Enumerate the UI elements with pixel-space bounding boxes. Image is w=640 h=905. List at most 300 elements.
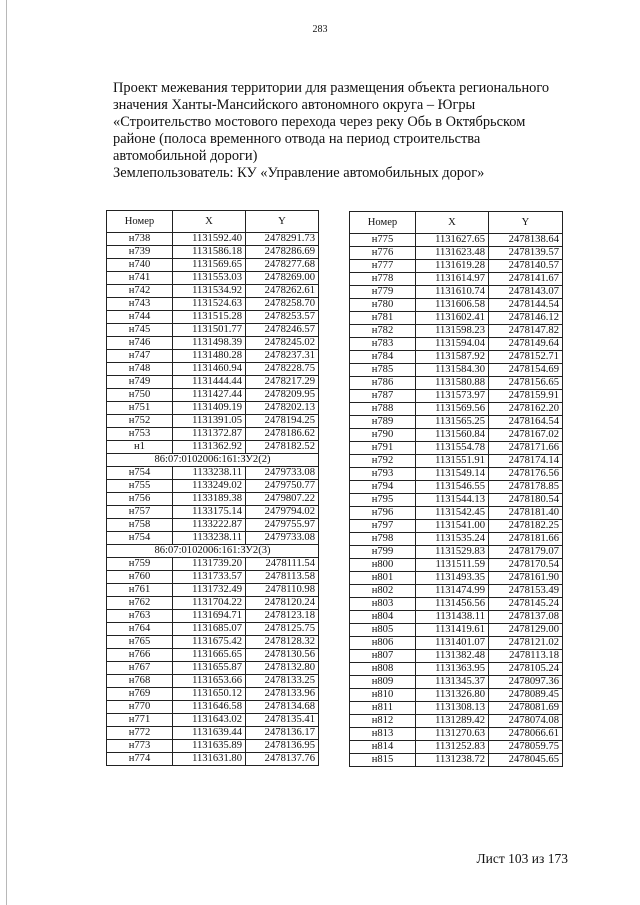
y-coordinate-cell: 2478202.13 xyxy=(246,402,319,415)
point-number-cell: н779 xyxy=(350,286,416,299)
table-row xyxy=(107,389,319,402)
point-number-cell: н756 xyxy=(107,493,173,506)
x-coordinate-cell: 1131534.92 xyxy=(173,285,246,298)
y-coordinate-cell: 2478152.71 xyxy=(489,351,563,364)
y-coordinate-cell: 2478181.40 xyxy=(489,507,563,520)
x-coordinate-cell: 1131623.48 xyxy=(416,247,489,260)
y-coordinate-cell: 2478161.90 xyxy=(489,572,563,585)
point-number-cell: н798 xyxy=(350,533,416,546)
point-number-cell: н811 xyxy=(350,702,416,715)
heading-line: «Строительство мостового перехода через реку Обь в Октябрьском xyxy=(113,114,526,130)
table-row xyxy=(107,532,319,545)
table-row xyxy=(350,494,563,507)
table-row xyxy=(107,623,319,636)
table-row xyxy=(350,650,563,663)
y-coordinate-cell: 2478105.24 xyxy=(489,663,563,676)
x-coordinate-cell: 1131653.66 xyxy=(173,675,246,688)
sheet-counter: Лист 103 из 173 xyxy=(476,851,568,866)
table-row xyxy=(107,246,319,259)
x-coordinate-cell: 1131511.59 xyxy=(416,559,489,572)
x-coordinate-cell: 1131560.84 xyxy=(416,429,489,442)
point-number-cell: н771 xyxy=(107,714,173,727)
cadastral-section-label: 86:07:0102006:161:ЗУ2(2) xyxy=(107,454,319,467)
y-coordinate-cell: 2478291.73 xyxy=(246,233,319,246)
table-row xyxy=(107,727,319,740)
y-coordinate-cell: 2478138.64 xyxy=(489,234,563,247)
table-row xyxy=(350,585,563,598)
x-coordinate-cell: 1131694.71 xyxy=(173,610,246,623)
y-coordinate-cell: 2478097.36 xyxy=(489,676,563,689)
column-header-x: X xyxy=(173,211,246,233)
column-header-x: X xyxy=(416,212,489,234)
table-row xyxy=(350,403,563,416)
table-row xyxy=(107,363,319,376)
table-row xyxy=(107,701,319,714)
x-coordinate-cell: 1131438.11 xyxy=(416,611,489,624)
point-number-cell: н748 xyxy=(107,363,173,376)
point-number-cell: н767 xyxy=(107,662,173,675)
point-number-cell: н801 xyxy=(350,572,416,585)
y-coordinate-cell: 2478134.68 xyxy=(246,701,319,714)
column-header-y: Y xyxy=(246,211,319,233)
point-number-cell: н740 xyxy=(107,259,173,272)
table-row xyxy=(107,376,319,389)
point-number-cell: н796 xyxy=(350,507,416,520)
y-coordinate-cell: 2478121.02 xyxy=(489,637,563,650)
table-row xyxy=(107,441,319,454)
point-number-cell: н777 xyxy=(350,260,416,273)
x-coordinate-cell: 1131675.42 xyxy=(173,636,246,649)
table-row xyxy=(107,467,319,480)
x-coordinate-cell: 1131619.28 xyxy=(416,260,489,273)
y-coordinate-cell: 2478111.54 xyxy=(246,558,319,571)
cadastral-section-label: 86:07:0102006:161:ЗУ2(3) xyxy=(107,545,319,558)
point-number-cell: н775 xyxy=(350,234,416,247)
point-number-cell: н776 xyxy=(350,247,416,260)
table-row xyxy=(350,260,563,273)
x-coordinate-cell: 1133238.11 xyxy=(173,467,246,480)
x-coordinate-cell: 1131549.14 xyxy=(416,468,489,481)
heading-line: Проект межевания территории для размещения объекта регионального xyxy=(113,80,550,96)
point-number-cell: н795 xyxy=(350,494,416,507)
x-coordinate-cell: 1131551.91 xyxy=(416,455,489,468)
y-coordinate-cell: 2478277.68 xyxy=(246,259,319,272)
y-coordinate-cell: 2478113.58 xyxy=(246,571,319,584)
point-number-cell: н768 xyxy=(107,675,173,688)
table-row xyxy=(350,637,563,650)
y-coordinate-cell: 2478228.75 xyxy=(246,363,319,376)
y-coordinate-cell: 2479794.02 xyxy=(246,506,319,519)
table-row xyxy=(107,571,319,584)
y-coordinate-cell: 2478269.00 xyxy=(246,272,319,285)
point-number-cell: н772 xyxy=(107,727,173,740)
point-number-cell: н753 xyxy=(107,428,173,441)
y-coordinate-cell: 2478154.69 xyxy=(489,364,563,377)
y-coordinate-cell: 2478120.24 xyxy=(246,597,319,610)
table-row xyxy=(350,390,563,403)
x-coordinate-cell: 1131598.23 xyxy=(416,325,489,338)
table-row xyxy=(350,442,563,455)
x-coordinate-cell: 1131460.94 xyxy=(173,363,246,376)
x-coordinate-cell: 1133222.87 xyxy=(173,519,246,532)
x-coordinate-cell: 1131704.22 xyxy=(173,597,246,610)
point-number-cell: н761 xyxy=(107,584,173,597)
table-row xyxy=(107,285,319,298)
document-heading xyxy=(113,80,583,182)
coordinates-table-right xyxy=(349,211,563,767)
table-row xyxy=(350,286,563,299)
point-number-cell: н802 xyxy=(350,585,416,598)
x-coordinate-cell: 1131606.58 xyxy=(416,299,489,312)
x-coordinate-cell: 1131289.42 xyxy=(416,715,489,728)
table-row xyxy=(107,350,319,363)
y-coordinate-cell: 2479733.08 xyxy=(246,532,319,545)
table-row xyxy=(350,663,563,676)
table-row xyxy=(107,298,319,311)
table-row xyxy=(350,247,563,260)
point-number-cell: н766 xyxy=(107,649,173,662)
point-number-cell: н746 xyxy=(107,337,173,350)
x-coordinate-cell: 1131580.88 xyxy=(416,377,489,390)
x-coordinate-cell: 1131665.65 xyxy=(173,649,246,662)
y-coordinate-cell: 2478133.96 xyxy=(246,688,319,701)
table-row xyxy=(107,519,319,532)
y-coordinate-cell: 2478217.29 xyxy=(246,376,319,389)
x-coordinate-cell: 1131419.61 xyxy=(416,624,489,637)
x-coordinate-cell: 1131542.45 xyxy=(416,507,489,520)
y-coordinate-cell: 2478110.98 xyxy=(246,584,319,597)
table-row xyxy=(107,675,319,688)
x-coordinate-cell: 1131391.05 xyxy=(173,415,246,428)
table-row xyxy=(350,351,563,364)
table-row xyxy=(350,299,563,312)
heading-line: районе (полоса временного отвода на период строительства xyxy=(113,131,481,147)
x-coordinate-cell: 1131238.72 xyxy=(416,754,489,767)
y-coordinate-cell: 2478182.52 xyxy=(246,441,319,454)
x-coordinate-cell: 1131569.56 xyxy=(416,403,489,416)
point-number-cell: н794 xyxy=(350,481,416,494)
column-header-number: Номер xyxy=(107,211,173,233)
point-number-cell: н803 xyxy=(350,598,416,611)
point-number-cell: н787 xyxy=(350,390,416,403)
x-coordinate-cell: 1131586.18 xyxy=(173,246,246,259)
table-row xyxy=(350,533,563,546)
point-number-cell: н799 xyxy=(350,546,416,559)
y-coordinate-cell: 2478174.14 xyxy=(489,455,563,468)
x-coordinate-cell: 1131524.63 xyxy=(173,298,246,311)
y-coordinate-cell: 2478129.00 xyxy=(489,624,563,637)
point-number-cell: н808 xyxy=(350,663,416,676)
y-coordinate-cell: 2478125.75 xyxy=(246,623,319,636)
y-coordinate-cell: 2478146.12 xyxy=(489,312,563,325)
point-number-cell: н813 xyxy=(350,728,416,741)
point-number-cell: н780 xyxy=(350,299,416,312)
x-coordinate-cell: 1131546.55 xyxy=(416,481,489,494)
table-row xyxy=(350,338,563,351)
table-header-row xyxy=(350,212,563,234)
table-row xyxy=(350,481,563,494)
table-row xyxy=(350,234,563,247)
x-coordinate-cell: 1131372.87 xyxy=(173,428,246,441)
y-coordinate-cell: 2478123.18 xyxy=(246,610,319,623)
table-row xyxy=(107,740,319,753)
y-coordinate-cell: 2478145.24 xyxy=(489,598,563,611)
y-coordinate-cell: 2478132.80 xyxy=(246,662,319,675)
table-row xyxy=(350,455,563,468)
table-row xyxy=(350,520,563,533)
y-coordinate-cell: 2478147.82 xyxy=(489,325,563,338)
y-coordinate-cell: 2478171.66 xyxy=(489,442,563,455)
table-row xyxy=(107,402,319,415)
table-row xyxy=(350,689,563,702)
x-coordinate-cell: 1131401.07 xyxy=(416,637,489,650)
y-coordinate-cell: 2478153.49 xyxy=(489,585,563,598)
table-row xyxy=(107,610,319,623)
table-row xyxy=(107,311,319,324)
table-row xyxy=(107,480,319,493)
table-row xyxy=(350,273,563,286)
y-coordinate-cell: 2478162.20 xyxy=(489,403,563,416)
y-coordinate-cell: 2479807.22 xyxy=(246,493,319,506)
x-coordinate-cell: 1131592.40 xyxy=(173,233,246,246)
table-row xyxy=(107,428,319,441)
point-number-cell: н738 xyxy=(107,233,173,246)
x-coordinate-cell: 1131345.37 xyxy=(416,676,489,689)
point-number-cell: н812 xyxy=(350,715,416,728)
x-coordinate-cell: 1131635.89 xyxy=(173,740,246,753)
point-number-cell: н805 xyxy=(350,624,416,637)
y-coordinate-cell: 2478144.54 xyxy=(489,299,563,312)
table-row xyxy=(350,728,563,741)
point-number-cell: н754 xyxy=(107,467,173,480)
y-coordinate-cell: 2478182.25 xyxy=(489,520,563,533)
x-coordinate-cell: 1131444.44 xyxy=(173,376,246,389)
table-row xyxy=(107,259,319,272)
y-coordinate-cell: 2478245.02 xyxy=(246,337,319,350)
x-coordinate-cell: 1131498.39 xyxy=(173,337,246,350)
table-row xyxy=(350,702,563,715)
x-coordinate-cell: 1131382.48 xyxy=(416,650,489,663)
x-coordinate-cell: 1131655.87 xyxy=(173,662,246,675)
point-number-cell: н797 xyxy=(350,520,416,533)
y-coordinate-cell: 2478130.56 xyxy=(246,649,319,662)
point-number-cell: н800 xyxy=(350,559,416,572)
y-coordinate-cell: 2478178.85 xyxy=(489,481,563,494)
table-row xyxy=(107,662,319,675)
table-row xyxy=(350,416,563,429)
x-coordinate-cell: 1131573.97 xyxy=(416,390,489,403)
point-number-cell: н750 xyxy=(107,389,173,402)
table-row xyxy=(107,558,319,571)
point-number-cell: н792 xyxy=(350,455,416,468)
x-coordinate-cell: 1131326.80 xyxy=(416,689,489,702)
point-number-cell: н760 xyxy=(107,571,173,584)
x-coordinate-cell: 1131308.13 xyxy=(416,702,489,715)
x-coordinate-cell: 1131363.95 xyxy=(416,663,489,676)
table-row xyxy=(107,415,319,428)
x-coordinate-cell: 1131739.20 xyxy=(173,558,246,571)
point-number-cell: н782 xyxy=(350,325,416,338)
column-header-number: Номер xyxy=(350,212,416,234)
point-number-cell: н757 xyxy=(107,506,173,519)
x-coordinate-cell: 1131614.97 xyxy=(416,273,489,286)
y-coordinate-cell: 2478133.25 xyxy=(246,675,319,688)
x-coordinate-cell: 1131650.12 xyxy=(173,688,246,701)
y-coordinate-cell: 2478167.02 xyxy=(489,429,563,442)
y-coordinate-cell: 2478135.41 xyxy=(246,714,319,727)
y-coordinate-cell: 2479750.77 xyxy=(246,480,319,493)
point-number-cell: н769 xyxy=(107,688,173,701)
point-number-cell: н783 xyxy=(350,338,416,351)
point-number-cell: н752 xyxy=(107,415,173,428)
x-coordinate-cell: 1131501.77 xyxy=(173,324,246,337)
point-number-cell: н755 xyxy=(107,480,173,493)
x-coordinate-cell: 1131631.80 xyxy=(173,753,246,766)
x-coordinate-cell: 1131610.74 xyxy=(416,286,489,299)
y-coordinate-cell: 2478286.69 xyxy=(246,246,319,259)
x-coordinate-cell: 1131732.49 xyxy=(173,584,246,597)
y-coordinate-cell: 2478059.75 xyxy=(489,741,563,754)
table-row xyxy=(350,377,563,390)
x-coordinate-cell: 1131493.35 xyxy=(416,572,489,585)
point-number-cell: н791 xyxy=(350,442,416,455)
x-coordinate-cell: 1131474.99 xyxy=(416,585,489,598)
page-number: 283 xyxy=(312,24,328,35)
point-number-cell: н785 xyxy=(350,364,416,377)
table-row xyxy=(350,325,563,338)
y-coordinate-cell: 2478089.45 xyxy=(489,689,563,702)
y-coordinate-cell: 2478258.70 xyxy=(246,298,319,311)
column-header-y: Y xyxy=(489,212,563,234)
table-row xyxy=(107,233,319,246)
y-coordinate-cell: 2478180.54 xyxy=(489,494,563,507)
point-number-cell: н741 xyxy=(107,272,173,285)
table-row xyxy=(350,312,563,325)
y-coordinate-cell: 2478262.61 xyxy=(246,285,319,298)
x-coordinate-cell: 1131529.83 xyxy=(416,546,489,559)
point-number-cell: н788 xyxy=(350,403,416,416)
heading-line: автомобильной дороги) xyxy=(113,148,258,164)
table-row xyxy=(350,598,563,611)
x-coordinate-cell: 1131427.44 xyxy=(173,389,246,402)
x-coordinate-cell: 1131646.58 xyxy=(173,701,246,714)
point-number-cell: н806 xyxy=(350,637,416,650)
point-number-cell: н1 xyxy=(107,441,173,454)
table-row xyxy=(107,688,319,701)
point-number-cell: н758 xyxy=(107,519,173,532)
table-row xyxy=(107,649,319,662)
coordinates-table-left xyxy=(106,210,319,766)
y-coordinate-cell: 2478149.64 xyxy=(489,338,563,351)
y-coordinate-cell: 2478156.65 xyxy=(489,377,563,390)
point-number-cell: н815 xyxy=(350,754,416,767)
x-coordinate-cell: 1131541.00 xyxy=(416,520,489,533)
point-number-cell: н744 xyxy=(107,311,173,324)
x-coordinate-cell: 1131587.92 xyxy=(416,351,489,364)
y-coordinate-cell: 2478136.95 xyxy=(246,740,319,753)
table-row xyxy=(350,572,563,585)
x-coordinate-cell: 1131409.19 xyxy=(173,402,246,415)
point-number-cell: н764 xyxy=(107,623,173,636)
x-coordinate-cell: 1131553.03 xyxy=(173,272,246,285)
table-row xyxy=(107,753,319,766)
x-coordinate-cell: 1131602.41 xyxy=(416,312,489,325)
heading-line-land-user: Землепользователь: КУ «Управление автомобильных дорог» xyxy=(113,165,485,181)
x-coordinate-cell: 1131594.04 xyxy=(416,338,489,351)
y-coordinate-cell: 2478066.61 xyxy=(489,728,563,741)
point-number-cell: н751 xyxy=(107,402,173,415)
x-coordinate-cell: 1131456.56 xyxy=(416,598,489,611)
point-number-cell: н765 xyxy=(107,636,173,649)
table-row xyxy=(107,714,319,727)
point-number-cell: н742 xyxy=(107,285,173,298)
x-coordinate-cell: 1131362.92 xyxy=(173,441,246,454)
point-number-cell: н804 xyxy=(350,611,416,624)
point-number-cell: н747 xyxy=(107,350,173,363)
point-number-cell: н773 xyxy=(107,740,173,753)
point-number-cell: н749 xyxy=(107,376,173,389)
point-number-cell: н814 xyxy=(350,741,416,754)
scan-edge-line xyxy=(6,0,7,905)
table-row xyxy=(350,468,563,481)
point-number-cell: н754 xyxy=(107,532,173,545)
y-coordinate-cell: 2478074.08 xyxy=(489,715,563,728)
y-coordinate-cell: 2478186.62 xyxy=(246,428,319,441)
y-coordinate-cell: 2478179.07 xyxy=(489,546,563,559)
table-row xyxy=(350,559,563,572)
point-number-cell: н774 xyxy=(107,753,173,766)
y-coordinate-cell: 2479755.97 xyxy=(246,519,319,532)
y-coordinate-cell: 2478137.76 xyxy=(246,753,319,766)
x-coordinate-cell: 1131627.65 xyxy=(416,234,489,247)
x-coordinate-cell: 1131480.28 xyxy=(173,350,246,363)
point-number-cell: н809 xyxy=(350,676,416,689)
table-row xyxy=(350,676,563,689)
point-number-cell: н770 xyxy=(107,701,173,714)
heading-line: значения Ханты-Мансийского автономного округа – Югры xyxy=(113,97,476,113)
y-coordinate-cell: 2478137.08 xyxy=(489,611,563,624)
point-number-cell: н743 xyxy=(107,298,173,311)
table-row xyxy=(350,507,563,520)
table-row xyxy=(350,754,563,767)
x-coordinate-cell: 1131584.30 xyxy=(416,364,489,377)
y-coordinate-cell: 2478181.66 xyxy=(489,533,563,546)
y-coordinate-cell: 2478113.18 xyxy=(489,650,563,663)
y-coordinate-cell: 2478170.54 xyxy=(489,559,563,572)
table-row xyxy=(107,506,319,519)
table-row xyxy=(350,715,563,728)
table-row xyxy=(350,546,563,559)
x-coordinate-cell: 1131565.25 xyxy=(416,416,489,429)
x-coordinate-cell: 1133189.38 xyxy=(173,493,246,506)
y-coordinate-cell: 2478128.32 xyxy=(246,636,319,649)
section-row xyxy=(107,454,319,467)
y-coordinate-cell: 2478164.54 xyxy=(489,416,563,429)
table-row xyxy=(107,337,319,350)
point-number-cell: н781 xyxy=(350,312,416,325)
table-row xyxy=(107,584,319,597)
x-coordinate-cell: 1133175.14 xyxy=(173,506,246,519)
table-row xyxy=(350,429,563,442)
y-coordinate-cell: 2478139.57 xyxy=(489,247,563,260)
table-row xyxy=(107,493,319,506)
y-coordinate-cell: 2478237.31 xyxy=(246,350,319,363)
point-number-cell: н778 xyxy=(350,273,416,286)
x-coordinate-cell: 1131685.07 xyxy=(173,623,246,636)
x-coordinate-cell: 1131544.13 xyxy=(416,494,489,507)
table-row xyxy=(350,611,563,624)
y-coordinate-cell: 2478045.65 xyxy=(489,754,563,767)
